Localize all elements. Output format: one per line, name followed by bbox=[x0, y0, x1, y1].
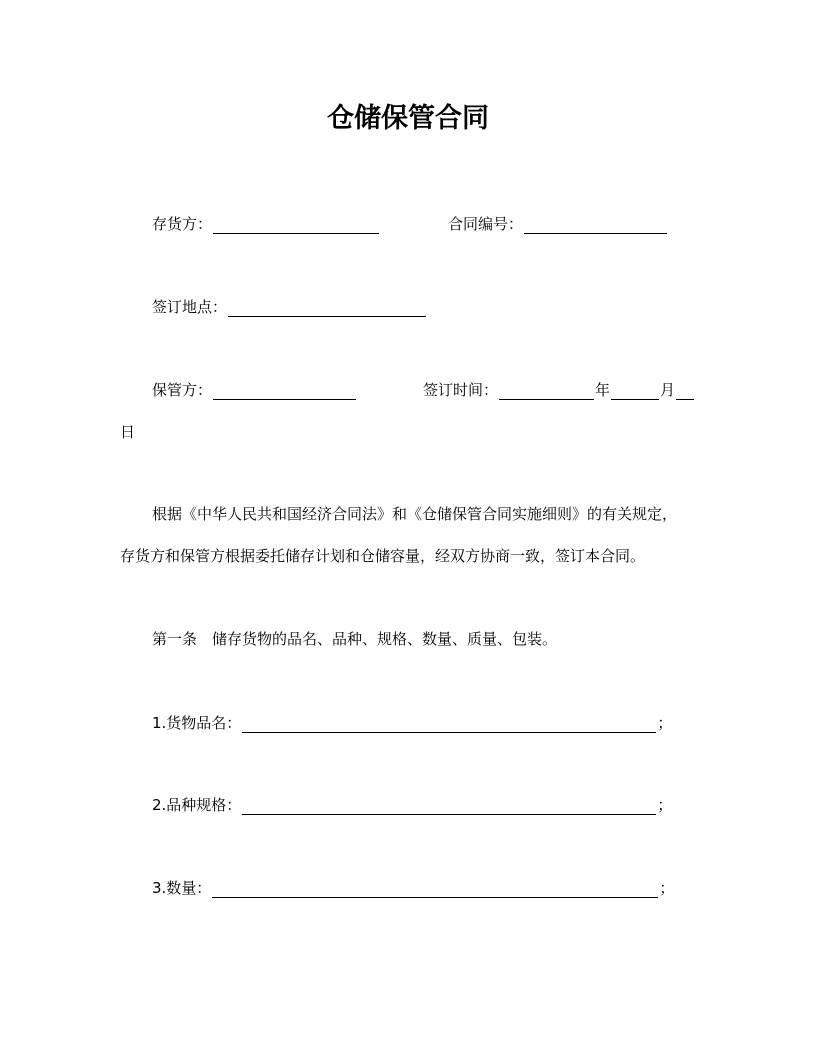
month-label: 月 bbox=[660, 381, 676, 399]
item-blank[interactable] bbox=[242, 798, 656, 815]
item-label: 1.货物品名： bbox=[152, 714, 242, 732]
contract-no-blank[interactable] bbox=[524, 217, 667, 234]
item-label: 2.品种规格： bbox=[152, 796, 242, 814]
item-end: ； bbox=[657, 714, 673, 732]
item-row bbox=[152, 795, 672, 815]
keeper-blank[interactable] bbox=[213, 383, 356, 400]
keeper-label: 保管方： bbox=[152, 381, 213, 399]
sign-time-label: 签订时间： bbox=[423, 381, 499, 399]
sign-place-label: 签订地点： bbox=[152, 298, 228, 316]
item-row bbox=[152, 713, 672, 733]
depositor-row bbox=[152, 214, 380, 234]
depositor-blank[interactable] bbox=[213, 217, 379, 234]
item-blank[interactable] bbox=[212, 881, 658, 898]
item-end: ； bbox=[659, 879, 675, 897]
preamble-line-2: 存货方和保管方根据委托储存计划和仓储容量，经双方协商一致，签订本合同。 bbox=[120, 547, 646, 565]
contract-no-label: 合同编号： bbox=[448, 215, 524, 233]
document-title: 仓储保管合同 bbox=[327, 103, 489, 134]
depositor-label: 存货方： bbox=[152, 215, 213, 233]
sign-time-row bbox=[423, 380, 695, 400]
sign-place-row bbox=[152, 297, 427, 317]
article-1-heading: 第一条 储存货物的品名、品种、规格、数量、质量、包装。 bbox=[152, 630, 558, 648]
contract-no-row bbox=[448, 214, 668, 234]
year-blank[interactable] bbox=[499, 383, 594, 400]
item-end: ； bbox=[657, 796, 673, 814]
sign-place-blank[interactable] bbox=[228, 300, 426, 317]
item-blank[interactable] bbox=[242, 716, 656, 733]
month-blank[interactable] bbox=[611, 383, 659, 400]
item-row bbox=[152, 878, 674, 898]
year-label: 年 bbox=[595, 381, 611, 399]
preamble-line-1: 根据《中华人民共和国经济合同法》和《仓储保管合同实施细则》的有关规定， bbox=[152, 505, 678, 523]
day-label: 日 bbox=[120, 423, 136, 441]
keeper-row bbox=[152, 380, 357, 400]
item-label: 3.数量： bbox=[152, 879, 212, 897]
day-blank[interactable] bbox=[676, 383, 694, 400]
